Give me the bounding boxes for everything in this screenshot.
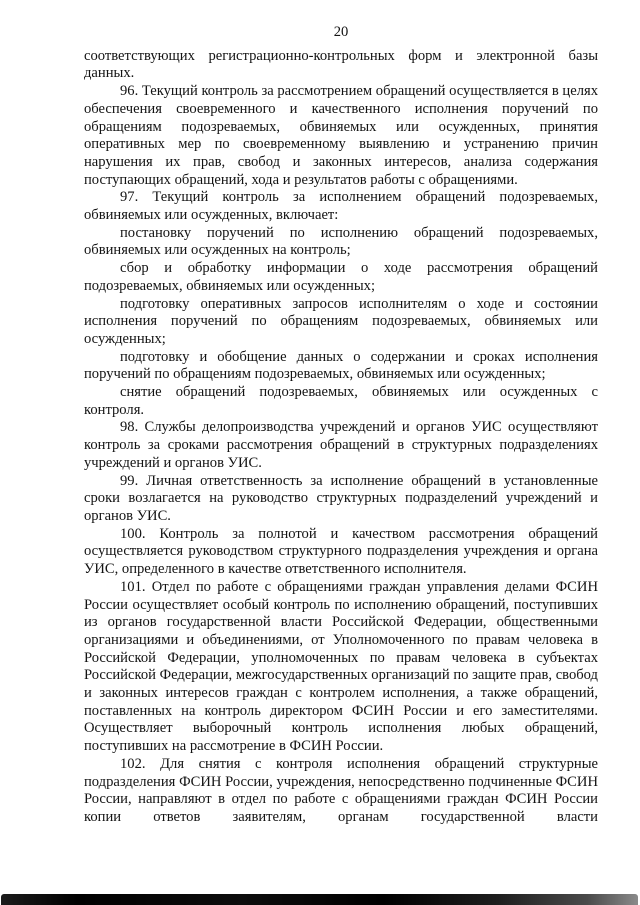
- scan-artifact-bar: [1, 894, 638, 905]
- paragraph-97-item-5: снятие обращений подозреваемых, обвиняемых или осужденных с контроля.: [84, 384, 598, 418]
- paragraph-100: 100. Контроль за полнотой и качеством рассмотрения обращений осуществляется руководством структурного подразделения учреждения и органа УИС, определенного в качестве ответственного исполнителя.: [84, 525, 598, 578]
- paragraph-102: 102. Для снятия с контроля исполнения обращений структурные подразделения ФСИН России, учреждения, непосредственно подчиненные ФСИН России, направляют в отдел по работе с обращениями граждан ФСИН России копии ответов заявителям, органам государственной власти: [84, 755, 598, 825]
- paragraph-96: 96. Текущий контроль за рассмотрением обращений осуществляется в целях обеспечения своевременного и качественного исполнения поручений по обращениям подозреваемых, обвиняемых или осужденных, принятия оперативных мер по своевременному выявлению и устранению причин нарушения их прав, свобод и законных интересов, анализа содержания поступающих обращений, хода и результатов работы с обращениями.: [84, 83, 598, 188]
- paragraph-97-item-2: сбор и обработку информации о ходе рассмотрения обращений подозреваемых, обвиняемых или осужденных;: [84, 260, 598, 294]
- paragraph-continuation: соответствующих регистрационно-контрольных форм и электронной базы данных.: [84, 47, 598, 82]
- paragraph-99: 99. Личная ответственность за исполнение обращений в установленные сроки возлагается на руководство структурных подразделений учреждений и органов УИС.: [84, 472, 598, 524]
- paragraph-101: 101. Отдел по работе с обращениями граждан управления делами ФСИН России осуществляет особый контроль по исполнению обращений, поступивших из органов государственной власти Российской Федерации, общественными организациями и объединениями, от Уполномоченного по правам человека в Российской Федерации, уполномоченных по правам человека в субъектах Российской Федерации, межгосударственных организаций по защите прав, свобод и законных интересов граждан с контролем исполнения, а также обращений, поставленных на контроль директором ФСИН России и его заместителями. Осуществляет выборочный контроль исполнения любых обращений, поступивших на рассмотрение в ФСИН России.: [84, 578, 598, 755]
- paragraph-97-item-1: постановку поручений по исполнению обращений подозреваемых, обвиняемых или осужденных на контроль;: [84, 224, 598, 259]
- paragraph-97-item-3: подготовку оперативных запросов исполнителям о ходе и состоянии исполнения поручений по обращениям подозреваемых, обвиняемых или осужденных;: [84, 295, 598, 347]
- paragraph-98: 98. Службы делопроизводства учреждений и органов УИС осуществляют контроль за сроками рассмотрения обращений в структурных подразделениях учреждений и органов УИС.: [84, 419, 598, 471]
- page-number: 20: [333, 24, 349, 40]
- paragraph-97: 97. Текущий контроль за исполнением обращений подозреваемых, обвиняемых или осужденных, включает:: [84, 189, 598, 224]
- paragraph-97-item-4: подготовку и обобщение данных о содержании и сроках исполнения поручений по обращениям подозреваемых, обвиняемых или осужденных;: [84, 348, 598, 383]
